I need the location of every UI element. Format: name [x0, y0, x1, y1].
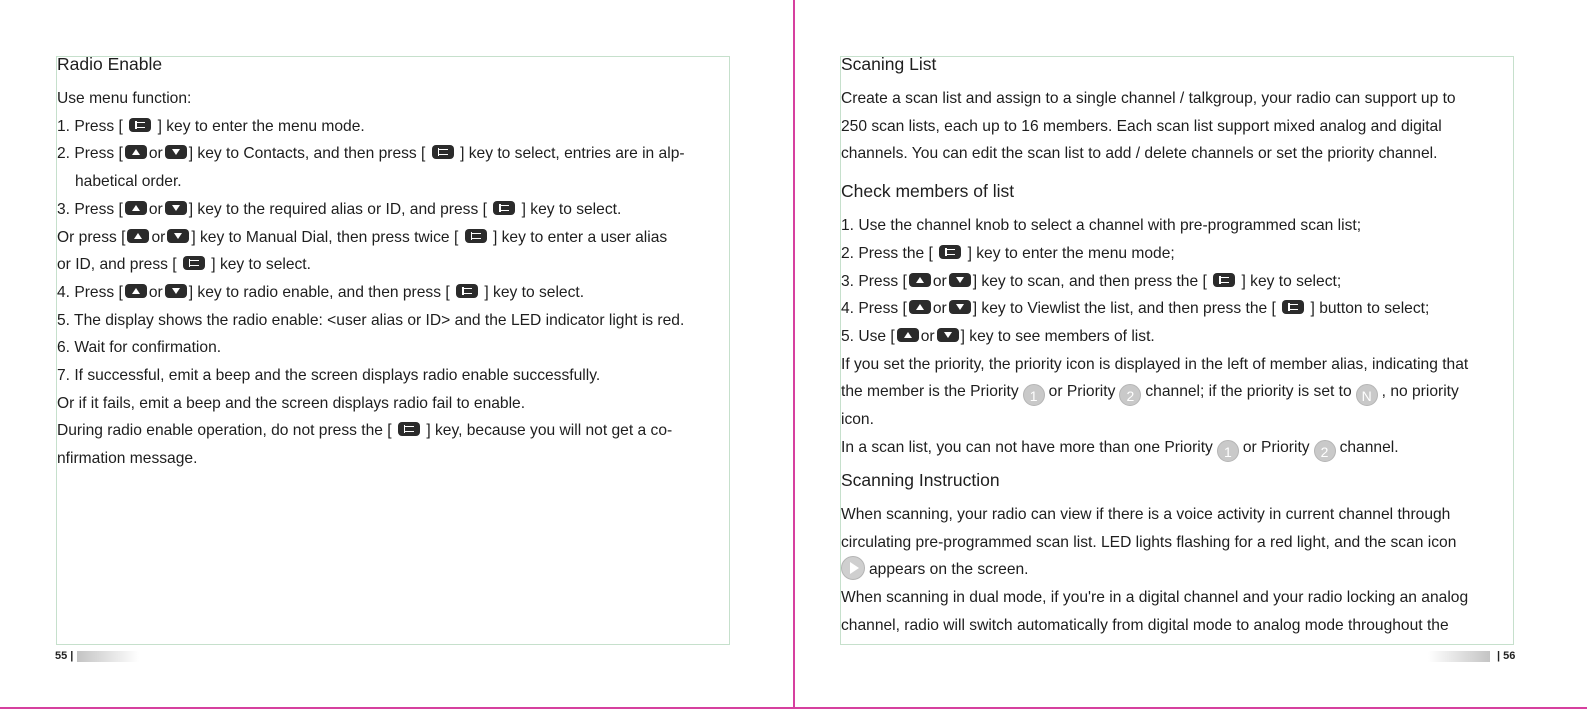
check-step-2: 2. Press the [ ] key to enter the menu mode;: [841, 244, 1175, 262]
scan-icon: [841, 556, 865, 580]
manual-dial-line: Or press [ or ] key to Manual Dial, then press twice [ ] key to enter a user alias: [57, 228, 668, 246]
down-key-icon: [167, 229, 189, 243]
instruction-line: When scanning, your radio can view if there is a voice activity in current channel through: [841, 506, 1451, 524]
instruction-line: When scanning in dual mode, if you're in a digital channel and your radio locking an analog: [841, 589, 1469, 607]
down-key-icon: [165, 201, 187, 215]
priority-1-icon: 1: [1023, 384, 1045, 406]
subsection-heading: Scanning Instruction: [841, 470, 1000, 491]
page-number-right: | 56: [1497, 650, 1516, 662]
menu-key-icon: [432, 145, 454, 159]
step-6: 6. Wait for confirmation.: [57, 339, 222, 357]
warning-line: During radio enable operation, do not press the [ ] key, because you will not get a co-: [57, 422, 673, 440]
up-key-icon: [125, 284, 147, 298]
up-key-icon: [897, 328, 919, 342]
priority-line-3: icon.: [841, 411, 874, 429]
intro-line: Use menu function:: [57, 90, 192, 107]
page-number-left: 55 |: [55, 650, 74, 662]
down-key-icon: [949, 300, 971, 314]
section-heading: Scaning List: [841, 54, 937, 74]
step-7: 7. If successful, emit a beep and the screen displays radio enable successfully.: [57, 367, 601, 385]
back-key-icon: [398, 422, 420, 436]
check-step-4: 4. Press [ or ] key to Viewlist the list, and then press the [ ] button to select;: [841, 300, 1430, 318]
folio-bar: [1428, 651, 1490, 662]
priority-rule-line: In a scan list, you can not have more than one Priority 1 or Priority 2 channel.: [841, 439, 1399, 461]
step-1: 1. Press [ ] key to enter the menu mode.: [57, 117, 365, 135]
up-key-icon: [125, 145, 147, 159]
manual-dial-continued: or ID, and press [ ] key to select.: [57, 256, 311, 274]
up-key-icon: [909, 300, 931, 314]
priority-2-icon: 2: [1119, 384, 1141, 406]
folio-bar: [77, 651, 139, 662]
step-5: 5. The display shows the radio enable: <user alias or ID> and the LED indicator light is red.: [57, 311, 685, 329]
up-key-icon: [909, 273, 931, 287]
step-3: 3. Press [ or ] key to the required alias or ID, and press [ ] key to select.: [57, 200, 622, 218]
instruction-line: appears on the screen.: [841, 556, 1468, 584]
instruction-line: channel, radio will switch automatically from digital mode to analog mode throughout the: [841, 616, 1449, 634]
warning-continued: nfirmation message.: [57, 450, 198, 468]
paragraph-line: 250 scan lists, each up to 16 members. Each scan list support mixed analog and digital: [841, 117, 1442, 135]
left-page: [0, 0, 793, 709]
step-4: 4. Press [ or ] key to radio enable, and then press [ ] key to select.: [57, 283, 585, 301]
radio-enable-section: [57, 51, 685, 473]
menu-key-icon: [1213, 273, 1235, 287]
menu-key-icon: [456, 284, 478, 298]
section-heading: Radio Enable: [57, 54, 163, 74]
priority-2-icon: 2: [1314, 440, 1336, 462]
priority-1-icon: 1: [1217, 440, 1239, 462]
menu-key-icon: [129, 118, 151, 132]
priority-line-2: the member is the Priority 1 or Priority 2 channel; if the priority is set to N , no priority: [841, 383, 1459, 405]
step-2: 2. Press [ or ] key to Contacts, and then press [ ] key to select, entries are in alp-: [57, 145, 685, 163]
check-step-3: 3. Press [ or ] key to scan, and then press the [ ] key to select;: [841, 272, 1342, 290]
down-key-icon: [937, 328, 959, 342]
scan-list-section: [841, 51, 1468, 640]
paragraph-line: Create a scan list and assign to a single channel / talkgroup, your radio can support up to: [841, 90, 1456, 107]
menu-key-icon: [939, 245, 961, 259]
right-page: [795, 0, 1587, 709]
down-key-icon: [165, 284, 187, 298]
step-2-continued: habetical order.: [75, 173, 182, 191]
menu-key-icon: [1282, 300, 1304, 314]
menu-key-icon: [493, 201, 515, 215]
down-key-icon: [165, 145, 187, 159]
fail-line: Or if it fails, emit a beep and the screen displays radio fail to enable.: [57, 394, 526, 412]
instruction-line: circulating pre-programmed scan list. LED lights flashing for a red light, and the scan icon: [841, 533, 1457, 551]
check-step-1: 1. Use the channel knob to select a channel with pre-programmed scan list;: [841, 217, 1362, 235]
menu-key-icon: [183, 256, 205, 270]
subsection-heading: Check members of list: [841, 181, 1015, 202]
menu-key-icon: [465, 229, 487, 243]
priority-line: If you set the priority, the priority icon is displayed in the left of member alias, indicating that: [841, 355, 1469, 373]
down-key-icon: [949, 273, 971, 287]
no-priority-icon: N: [1356, 384, 1378, 406]
check-step-5: 5. Use [ or ] key to see members of list.: [841, 327, 1155, 345]
up-key-icon: [127, 229, 149, 243]
paragraph-line: channels. You can edit the scan list to add / delete channels or set the priority channel.: [841, 145, 1438, 163]
up-key-icon: [125, 201, 147, 215]
